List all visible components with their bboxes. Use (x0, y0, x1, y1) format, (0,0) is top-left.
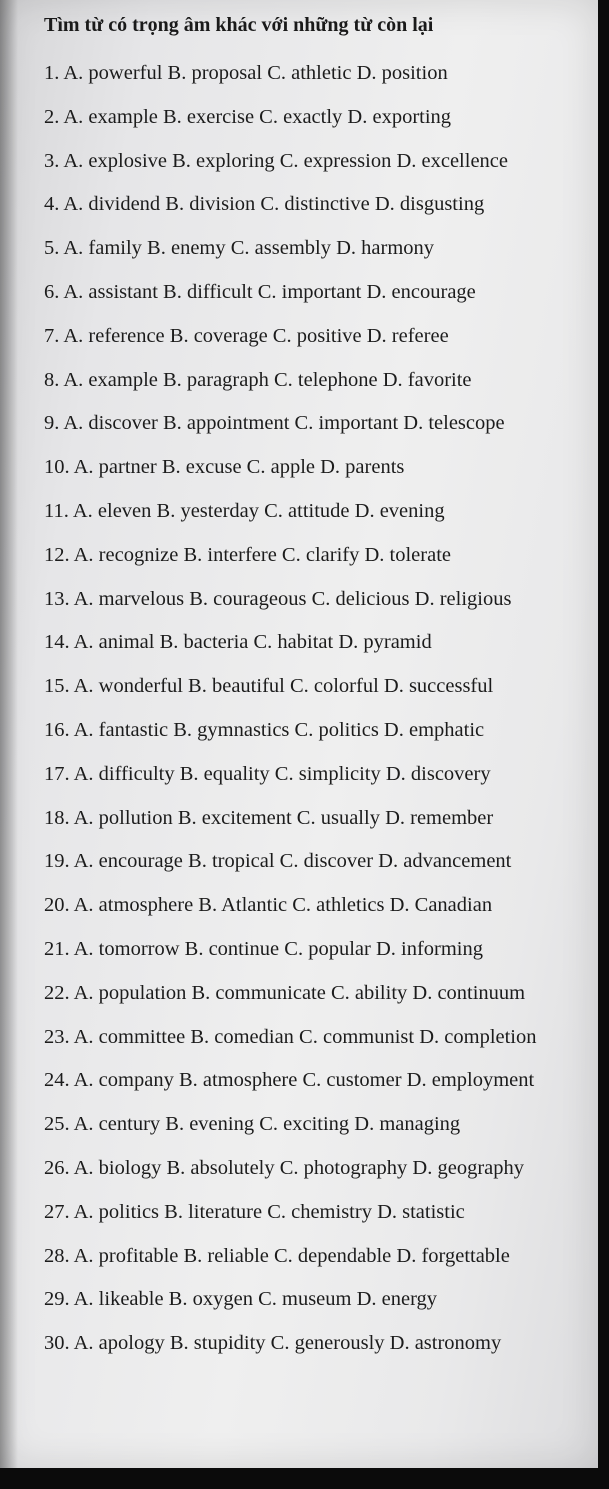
question-item: 5. A. family B. enemy C. assembly D. harmony (44, 237, 435, 260)
question-item: 26. A. biology B. absolutely C. photography D. geography (44, 1156, 524, 1179)
question-item: 15. A. wonderful B. beautiful C. colorful D. successful (44, 675, 494, 698)
question-item: 17. A. difficulty B. equality C. simplicity D. discovery (44, 762, 491, 785)
question-item: 19. A. encourage B. tropical C. discover D. advancement (44, 850, 512, 873)
paper-edge-shadow (0, 0, 18, 1468)
question-item: 27. A. politics B. literature C. chemistry D. statistic (44, 1200, 465, 1223)
question-item: 20. A. atmosphere B. Atlantic C. athletics D. Canadian (44, 894, 493, 917)
worksheet-title: Tìm từ có trọng âm khác với những từ còn lại (44, 14, 434, 36)
question-item: 12. A. recognize B. interfere C. clarify D. tolerate (44, 543, 451, 566)
question-item: 4. A. dividend B. division C. distinctive D. disgusting (44, 193, 485, 216)
question-item: 23. A. committee B. comedian C. communist D. completion (44, 1025, 537, 1048)
question-item: 11. A. eleven B. yesterday C. attitude D. evening (44, 499, 445, 522)
question-item: 22. A. population B. communicate C. ability D. continuum (44, 981, 526, 1004)
question-item: 30. A. apology B. stupidity C. generously D. astronomy (44, 1332, 502, 1355)
question-item: 6. A. assistant B. difficult C. important D. encourage (44, 280, 476, 303)
question-item: 25. A. century B. evening C. exciting D. managing (44, 1113, 461, 1136)
question-item: 1. A. powerful B. proposal C. athletic D. position (44, 62, 448, 84)
question-item: 24. A. company B. atmosphere C. customer D. employment (44, 1069, 535, 1092)
question-item: 10. A. partner B. excuse C. apple D. parents (44, 456, 405, 479)
question-item: 18. A. pollution B. excitement C. usually D. remember (44, 806, 494, 829)
question-item: 2. A. example B. exercise C. exactly D. exporting (44, 105, 452, 128)
question-item: 28. A. profitable B. reliable C. dependable D. forgettable (44, 1244, 510, 1267)
question-item: 21. A. tomorrow B. continue C. popular D. informing (44, 937, 483, 960)
question-item: 7. A. reference B. coverage C. positive D. referee (44, 324, 449, 347)
question-item: 13. A. marvelous B. courageous C. delicious D. religious (44, 587, 512, 610)
question-item: 9. A. discover B. appointment C. important D. telescope (44, 412, 505, 435)
question-item: 14. A. animal B. bacteria C. habitat D. pyramid (44, 631, 432, 654)
question-list (44, 58, 537, 1372)
question-item: 16. A. fantastic B. gymnastics C. politics D. emphatic (44, 718, 485, 741)
question-item: 29. A. likeable B. oxygen C. museum D. energy (44, 1288, 438, 1311)
question-item: 3. A. explosive B. exploring C. expression D. excellence (44, 149, 508, 172)
question-item: 8. A. example B. paragraph C. telephone D. favorite (44, 368, 472, 391)
